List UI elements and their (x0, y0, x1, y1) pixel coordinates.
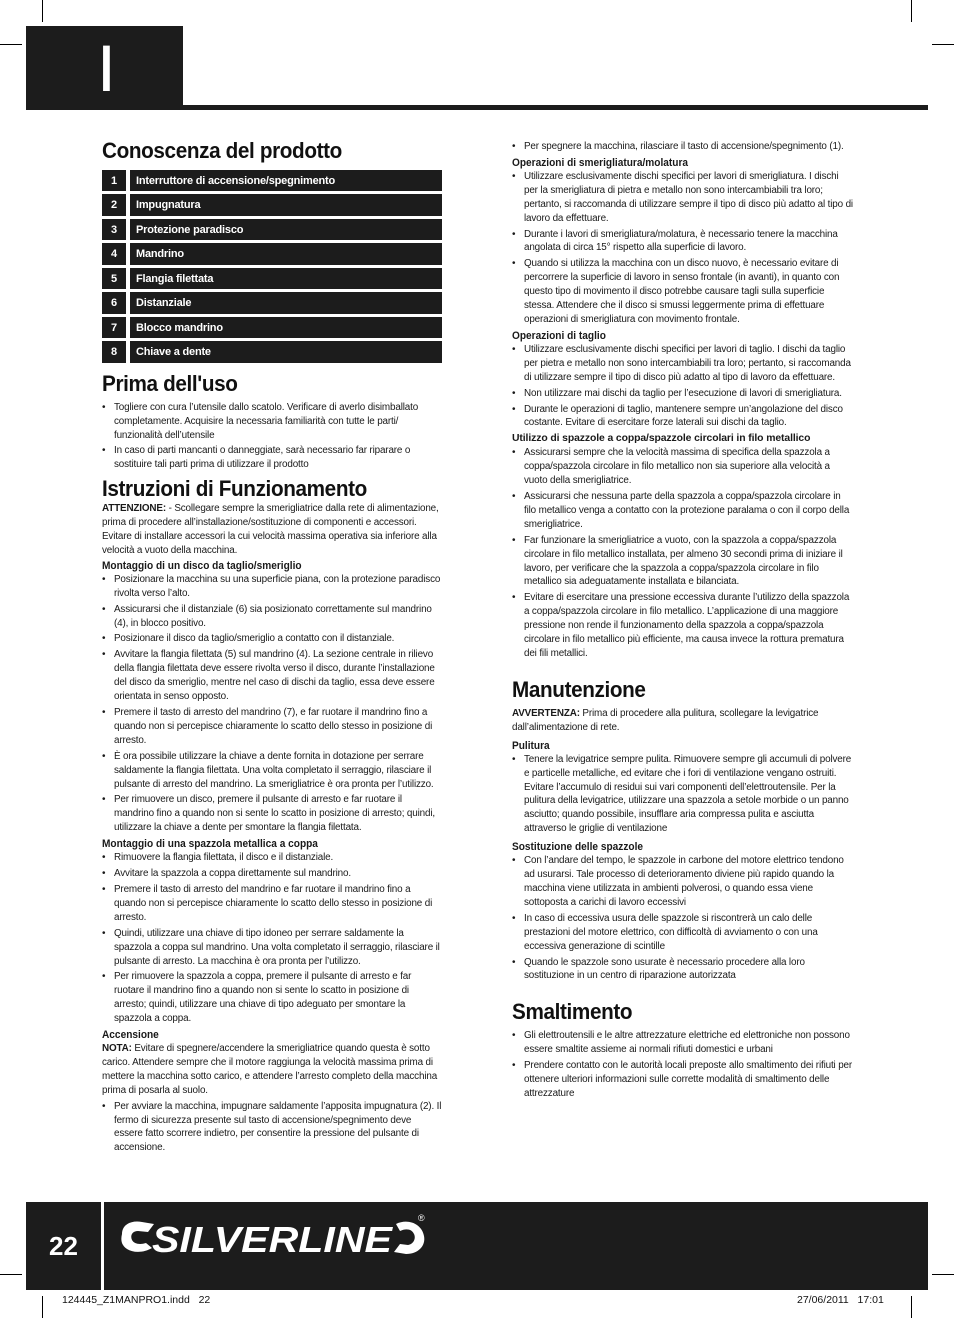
crop-mark (911, 1296, 912, 1318)
crop-mark (932, 1274, 954, 1275)
part-number: 5 (102, 268, 126, 289)
crop-mark (911, 0, 912, 22)
list-item: • Non utilizzare mai dischi da taglio per l’esecuzione di lavori di smerigliatura. (512, 387, 854, 401)
disc-mount-list (102, 573, 442, 835)
list-item: • Con l’andare del tempo, le spazzole in carbone del motore elettrico tendono ad usurarsi. Tale processo di deterioramento diviene più rapido quando la macchina viene utilizzata in ambienti polverosi, o quando essa viene sottoposta a carichi di lavoro eccessivi (512, 854, 854, 910)
disc-mount-title: Montaggio di un disco da taglio/smeriglio (102, 559, 302, 572)
operation-warning (102, 502, 442, 558)
list-item: • Premere il tasto di arresto del mandrino (7), e far ruotare il mandrino fino a quando non si percepisce chiaramente lo scatto dello stesso in posizione di arresto. (102, 706, 442, 748)
warning-label: ATTENZIONE: (102, 503, 166, 515)
file-info: 124445_Z1MANPRO1.indd 22 (62, 1294, 211, 1306)
spanner-right-icon (394, 1222, 424, 1254)
list-item: • Durante i lavori di smerigliatura/molatura, è necessario tenere la macchina angolata di circa 15° rispetto alla superficie di lavoro. (512, 228, 854, 256)
before-use-list (102, 401, 442, 473)
switch-note (102, 1042, 442, 1098)
parts-list (102, 170, 442, 363)
left-column (102, 138, 442, 1157)
part-number: 7 (102, 317, 126, 338)
warning-label: AVVERTENZA: (512, 707, 580, 719)
list-item: • Assicurarsi che il distanziale (6) sia posizionato correttamente sul mandrino (4), in blocco positivo. (102, 603, 442, 631)
list-item: • Quindi, utilizzare una chiave di tipo idoneo per serrare saldamente la spazzola a coppa sul mandrino. Una volta completato il serraggio, rilasciare il pulsante di arresto. La macchina è ora pronta per l’utilizzo. (102, 927, 442, 969)
list-item: • Evitare di esercitare una pressione eccessiva durante l’utilizzo della spazzola a coppa/spazzola circolare in filo metallico. L’applicazione di una maggiore pressione non rende il funzionamento della spazzola a coppa/spazzola circolare in filo metallico più efficiente, ma causa invece la rottura prematura dei fili metallici. (512, 591, 854, 661)
crop-mark (0, 44, 22, 45)
list-item: • In caso di parti mancanti o danneggiate, sarà necessario far riparare o sostituire tali parti prima di utilizzare il prodotto (102, 444, 442, 472)
right-column (512, 140, 854, 1103)
brushes-title: Sostituzione delle spazzole (512, 841, 644, 854)
part-number: 3 (102, 219, 126, 240)
part-label: Impugnatura (130, 194, 442, 215)
list-item: • Togliere con cura l’utensile dallo scatolo. Verificare di averlo disimballato completamente. Acquisire la necessaria familiarità con tutte le parti/ funzionalità dell’utensile (102, 401, 442, 443)
list-item: • Rimuovere la flangia filettata, il disco e il distanziale. (102, 851, 442, 865)
brush-mount-list (102, 851, 442, 1026)
list-item: • Avvitare la spazzola a coppa direttamente sul mandrino. (102, 867, 442, 881)
switch-title: Accensione (102, 1029, 159, 1042)
part-row (102, 219, 442, 240)
list-item: • Gli elettroutensili e le altre attrezzature elettriche ed elettroniche non possono essere smaltite assieme ai normali rifiuti domestici e urbani (512, 1029, 854, 1057)
spanner-left-icon (121, 1222, 154, 1252)
list-item: • Quando si utilizza la macchina con un disco nuovo, è necessario evitare di percorrere la superficie di lavoro in senso frontale (in avanti), in quanto con questo tipo di movimento il disco potrebbe causare tagli sulla superficie stessa. Attendere che il disco si smussi leggermente prima di effettuare operazioni di smerigliatura con movimento frontale. (512, 257, 854, 327)
product-title: Conoscenza del prodotto (102, 138, 342, 163)
page-number: 22 (49, 1230, 78, 1261)
brush-mount-title: Montaggio di una spazzola metallica a coppa (102, 838, 318, 851)
cutting-title: Operazioni di taglio (512, 329, 606, 342)
cutting-list (512, 343, 854, 430)
list-item: • Far funzionare la smerigliatrice a vuoto, con la spazzola a coppa/spazzola circolare in filo metallico installata, per almeno 30 secondi prima di iniziare il lavoro, per verificare che la spazzola a coppa/spazzola circolare in filo metallico sia adeguatamente installata e bilanciata. (512, 534, 854, 590)
part-number: 2 (102, 194, 126, 215)
note-text: Evitare di spegnere/accendere la smerigliatrice quando questa è sotto carico. Attendere sempre che il motore raggiunga la velocità massima prima di mettere la macchina sotto carico, e attendere l’arresto completo della macchina prima di posarla al suolo. (102, 1043, 438, 1096)
part-label: Mandrino (130, 243, 442, 264)
registered-mark: ® (418, 1213, 425, 1223)
switch-off-list (512, 140, 854, 154)
part-number: 1 (102, 170, 126, 191)
list-item: • Utilizzare esclusivamente dischi specifici per lavori di taglio. I dischi da taglio per pietra e metallo non sono intercambiabili tra loro; pertanto, si raccomanda di utilizzare sempre il tipo di disco più adatto al tipo di lavoro da effettuare. (512, 343, 854, 385)
warning-text: Prima di procedere alla pulitura, scollegare la levigatrice dall’alimentazione di rete. (512, 707, 819, 733)
brand-wordmark: SILVERLINE (152, 1219, 394, 1260)
list-item: • Utilizzare esclusivamente dischi specifici per lavori di smerigliatura. I dischi per la smerigliatura di pietra e metallo non sono intercambiabili tra loro; pertanto, si raccomanda di utilizzare sempre il tipo di disco più adatto al tipo di lavoro da effettuare. (512, 170, 854, 226)
grinding-list (512, 170, 854, 327)
part-label: Distanziale (130, 292, 442, 313)
part-number: 8 (102, 341, 126, 362)
switch-list (102, 1100, 442, 1156)
silverline-logo (118, 1212, 433, 1262)
crop-mark (932, 44, 954, 45)
list-item: • Per spegnere la macchina, rilasciare il tasto di accensione/spegnimento (1). (512, 140, 854, 154)
part-label: Chiave a dente (130, 341, 442, 362)
part-row (102, 170, 442, 191)
wire-brush-list (512, 446, 854, 661)
list-item: • Posizionare la macchina su una superficie piana, con la protezione paradisco rivolta verso l’alto. (102, 573, 442, 601)
list-item: • Assicurarsi che nessuna parte della spazzola a coppa/spazzola circolare in filo metallico venga a contatto con la protezione paralama o con il corpo della smerigliatrice. (512, 490, 854, 532)
part-number: 4 (102, 243, 126, 264)
list-item: • Avvitare la flangia filettata (5) sul mandrino (4). La sezione centrale in rilievo della flangia filettata deve essere rivolta verso il disco, durante l’installazione del disco da smeriglio, mentre nel caso di dischi da taglio, essa deve essere orientata in senso opposto. (102, 648, 442, 704)
disposal-list (512, 1029, 854, 1101)
footer-divider (101, 1202, 104, 1290)
part-label: Protezione paradisco (130, 219, 442, 240)
list-item: • Per avviare la macchina, impugnare saldamente l’apposita impugnatura (2). Il fermo di sicurezza presente sul tasto di accensione/spegnimento deve essere fatto scorrere indietro, per consentire la pressione del pulsante di accensione. (102, 1100, 442, 1156)
list-item: • Per rimuovere un disco, premere il pulsante di arresto e far ruotare il mandrino fino a quando non si sente lo scatto in posizione di arresto; quindi, utilizzare la chiave a dente per smontare la flangia filettata. (102, 793, 442, 835)
crop-mark (0, 1274, 22, 1275)
maintenance-warning (512, 707, 854, 735)
wire-brush-title: Utilizzo di spazzole a coppa/spazzole circolari in filo metallico (512, 433, 811, 445)
list-item: • Tenere la levigatrice sempre pulita. Rimuovere sempre gli accumuli di polvere e particelle metalliche, ed evitare che i fori di ventilazione vengano ostruiti. Evitare l’accumulo di residui sui vari componenti dell’elettroutensile. Per la pulitura della levigatrice, utilizzare una spazzola a setole morbide o un panno asciutto; quando possibile, insufflare aria compressa pulita e asciutta attraverso le griglie di ventilazione (512, 753, 854, 836)
list-item: • È ora possibile utilizzare la chiave a dente fornita in dotazione per serrare saldamente la flangia filettata. Una volta completato il serraggio, rilasciare il pulsante di arresto del mandrino. La smerigliatrice è ora pronta per l’utilizzo. (102, 750, 442, 792)
list-item: • Premere il tasto di arresto del mandrino e far ruotare il mandrino fino a quando non si percepisce chiaramente lo scatto dello stesso in posizione di arresto. (102, 883, 442, 925)
brushes-list (512, 854, 854, 983)
part-row (102, 194, 442, 215)
list-item: • Quando le spazzole sono usurate è necessario procedere alla loro sostituzione in un centro di riparazione autorizzata (512, 956, 854, 984)
part-row (102, 268, 442, 289)
warning-text: - Scollegare sempre la smerigliatrice dalla rete di alimentazione, prima di procedere all’installazione/sostituzione di componenti e accessori. Evitare di installare accessori la cui velocità massima operativa sia inferiore alla velocità a vuoto della macchina. (102, 503, 439, 556)
language-code: I (100, 31, 113, 105)
list-item: • Posizionare il disco da taglio/smeriglio a contatto con il distanziale. (102, 632, 442, 646)
list-item: • Prendere contatto con le autorità locali preposte allo smaltimento dei rifiuti per ottenere ulteriori informazioni sulle corrette modalità di smaltimento delle attrezzature (512, 1059, 854, 1101)
part-row (102, 243, 442, 264)
note-label: NOTA: (102, 1043, 132, 1055)
part-label: Flangia filettata (130, 268, 442, 289)
list-item: • Assicurarsi sempre che la velocità massima di specifica della spazzola a coppa/spazzola circolare in filo metallico non sia superiore alla velocità a vuoto della smerigliatrice. (512, 446, 854, 488)
crop-mark (42, 1296, 43, 1318)
crop-mark (42, 0, 43, 22)
part-label: Blocco mandrino (130, 317, 442, 338)
list-item: • Durante le operazioni di taglio, mantenere sempre un’angolazione del disco costante. Evitare di esercitare forze laterali sui dischi da taglio. (512, 403, 854, 431)
operation-title: Istruzioni di Funzionamento (102, 476, 367, 502)
language-tab (26, 26, 183, 110)
grinding-title: Operazioni di smerigliatura/molatura (512, 156, 689, 169)
cleaning-title: Pulitura (512, 739, 550, 752)
part-row (102, 317, 442, 338)
part-row (102, 292, 442, 313)
part-label: Interruttore di accensione/spegnimento (130, 170, 442, 191)
maintenance-title: Manutenzione (512, 676, 646, 702)
disposal-title: Smaltimento (512, 999, 633, 1025)
header-rule (183, 105, 928, 110)
before-use-title: Prima dell'uso (102, 370, 238, 396)
list-item: • In caso di eccessiva usura delle spazzole si riscontrerà un calo delle prestazioni del motore elettrico, con difficoltà di avviamento o con una eccessiva generazione di scintille (512, 912, 854, 954)
part-row (102, 341, 442, 362)
date-info: 27/06/2011 17:01 (797, 1294, 884, 1306)
cleaning-list (512, 753, 854, 836)
list-item: • Per rimuovere la spazzola a coppa, premere il pulsante di arresto e far ruotare il mandrino fino a quando non si sente lo scatto in posizione di arresto; quindi, utilizzare una chiave di tipo adeguato per smontare la spazzola a coppa. (102, 970, 442, 1026)
part-number: 6 (102, 292, 126, 313)
